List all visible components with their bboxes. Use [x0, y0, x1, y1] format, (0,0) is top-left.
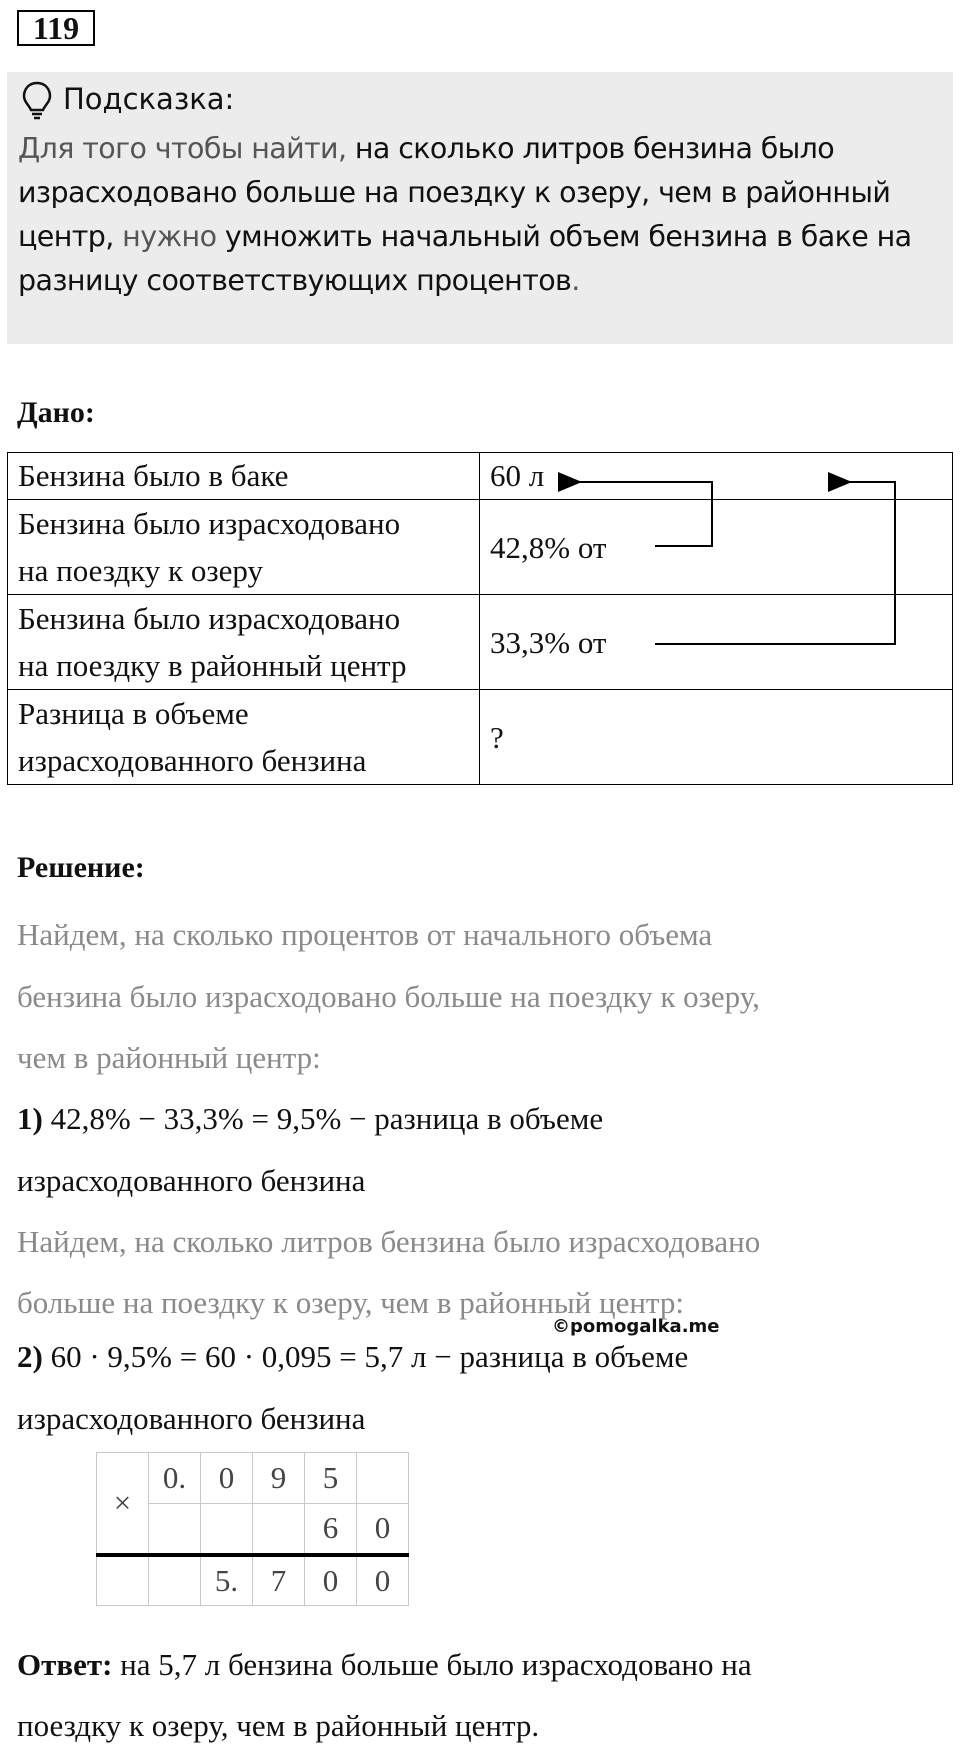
watermark: ©pomogalka.me: [552, 1316, 720, 1337]
arrow-center-to-total: [655, 482, 895, 644]
digit-cell: 5: [305, 1453, 357, 1504]
answer-text: на 5,7 л бензина больше было израсходовано на: [112, 1647, 752, 1682]
step-number: 1): [17, 1101, 43, 1136]
given-value: 60 л: [480, 453, 953, 500]
given-title: Дано:: [17, 396, 95, 429]
digit-cell: 0: [357, 1504, 409, 1555]
hint-text-part: .: [571, 264, 580, 297]
multiplication-table: [96, 1452, 409, 1606]
hint-title: Подсказка:: [63, 82, 235, 116]
digit-cell: [149, 1504, 201, 1555]
digit-cell: [149, 1555, 201, 1606]
answer-label: Ответ:: [17, 1647, 113, 1682]
solution-intro-2: Найдем, на сколько литров бензина было израсходовано: [17, 1224, 761, 1259]
step-1: [17, 1099, 603, 1139]
step-number: 2): [17, 1339, 43, 1374]
digit-cell: [201, 1504, 253, 1555]
hint-text-part: умножить начальный объем бензина в баке на разницу соответствующих процентов: [18, 220, 912, 297]
table-row: [97, 1453, 409, 1504]
arrow-lake-to-total: [578, 482, 712, 546]
given-value: 33,3% от: [480, 595, 953, 690]
digit-cell: 0: [357, 1555, 409, 1606]
digit-cell: 7: [253, 1555, 305, 1606]
solution-intro-1: чем в районный центр:: [17, 1040, 321, 1075]
table-row: [97, 1555, 409, 1606]
answer-cont: поездку к озеру, чем в районный центр.: [17, 1708, 540, 1743]
step-2-cont: израсходованного бензина: [17, 1401, 366, 1436]
given-label: Разница в объеме израсходованного бензина: [8, 690, 480, 785]
reference-arrows: [0, 0, 960, 760]
multiply-sign: ×: [97, 1453, 149, 1555]
digit-cell: 5.: [201, 1555, 253, 1606]
digit-cell: 0.: [149, 1453, 201, 1504]
digit-cell: [253, 1504, 305, 1555]
digit-cell: 0: [305, 1555, 357, 1606]
answer: [17, 1645, 752, 1685]
digit-cell: 9: [253, 1453, 305, 1504]
digit-cell: 0: [201, 1453, 253, 1504]
step-2: [17, 1337, 688, 1377]
step-text: 42,8% − 33,3% = 9,5% − разница в объеме: [50, 1101, 604, 1136]
step-1-cont: израсходованного бензина: [17, 1163, 366, 1198]
given-value: 42,8% от: [480, 500, 953, 595]
solution-intro-1: бензина было израсходовано больше на поездку к озеру,: [17, 979, 760, 1014]
solution-intro-2: больше на поездку к озеру, чем в районный центр:: [17, 1285, 684, 1320]
step-text: 60 · 9,5% = 60 · 0,095 = 5,7 л − разница в объеме: [50, 1339, 689, 1374]
given-label: Бензина было израсходовано на поездку к озеру: [8, 500, 480, 595]
digit-cell: [97, 1555, 149, 1606]
hint-text-part: нужно: [113, 220, 225, 253]
given-label: Бензина было израсходовано на поездку в районный центр: [8, 595, 480, 690]
solution-title: Решение:: [17, 851, 145, 884]
hint-text-part: на сколько литров бензина было израсходовано больше на поездку к озеру, чем в районный центр,: [18, 132, 891, 253]
task-number: 119: [17, 10, 95, 46]
solution-intro-1: Найдем, на сколько процентов от начального объема: [17, 917, 713, 952]
given-value: ?: [480, 690, 953, 785]
digit-cell: [357, 1453, 409, 1504]
given-label: Бензина было в баке: [8, 453, 480, 500]
digit-cell: 6: [305, 1504, 357, 1555]
hint-text-part: Для того чтобы найти,: [18, 132, 355, 165]
